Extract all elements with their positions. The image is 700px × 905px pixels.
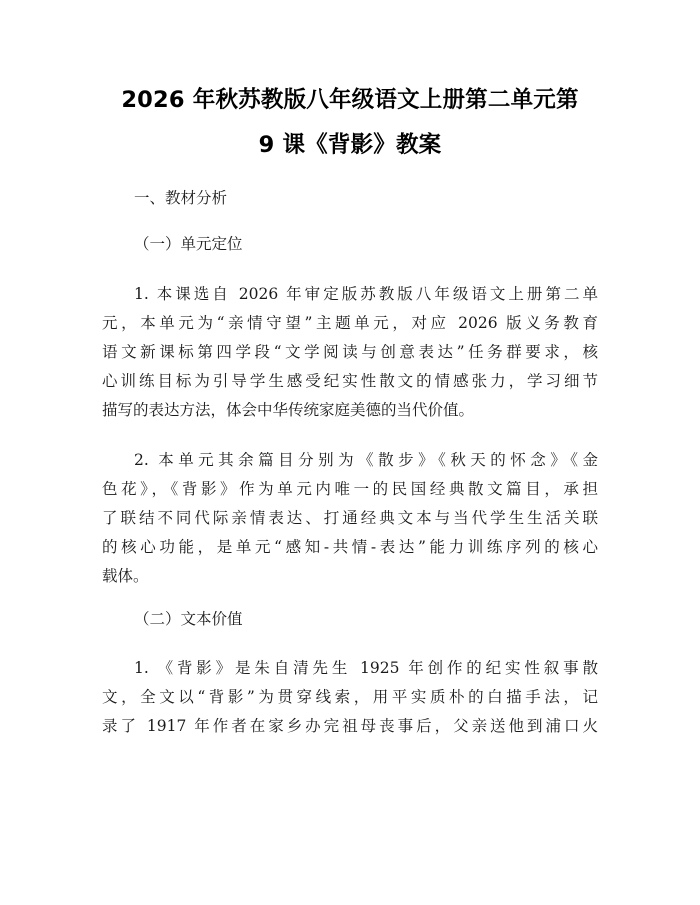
paragraph-line: 录了 1917 年作者在家乡办完祖母丧事后，父亲送他到浦口火 (102, 717, 598, 735)
paragraph-line: 描写的表达方法，体会中华传统家庭美德的当代价值。 (102, 401, 475, 419)
paragraph-line: 色花》，《背影》作为单元内唯一的民国经典散文篇目，承担 (102, 480, 598, 498)
paragraph-line: 语文新课标第四学段“文学阅读与创意表达”任务群要求，核 (102, 343, 598, 361)
paragraph-unit-articles (102, 446, 598, 591)
section-heading-textbook-analysis: 一、教材分析 (134, 189, 228, 207)
paragraph-line: 1. 《背影》是朱自清先生 1925 年创作的纪实性叙事散 (134, 659, 598, 677)
paragraph-unit-selection (102, 280, 598, 425)
paragraph-line: 载体。 (102, 567, 149, 585)
subsection-heading-unit-positioning: （一）单元定位 (134, 235, 243, 253)
document-title (102, 78, 598, 168)
paragraph-line: 文，全文以“背影”为贯穿线索，用平实质朴的白描手法，记 (102, 688, 598, 706)
paragraph-line: 2. 本单元其余篇目分别为《散步》《秋天的怀念》《金 (134, 451, 598, 469)
paragraph-line: 的核心功能，是单元“感知-共情-表达”能力训练序列的核心 (102, 538, 598, 556)
paragraph-line: 了联结不同代际亲情表达、打通经典文本与当代学生生活关联 (102, 509, 598, 527)
title-line-2: 9 课《背影》教案 (258, 132, 442, 158)
paragraph-line: 心训练目标为引导学生感受纪实性散文的情感张力，学习细节 (102, 372, 598, 390)
paragraph-text-value (102, 654, 598, 741)
subsection-heading-text-value: （二）文本价值 (134, 610, 243, 628)
title-line-1: 2026 年秋苏教版八年级语文上册第二单元第 (121, 87, 579, 113)
paragraph-line: 元，本单元为“亲情守望”主题单元，对应 2026 版义务教育 (102, 314, 598, 332)
paragraph-line: 1. 本课选自 2026 年审定版苏教版八年级语文上册第二单 (134, 285, 598, 303)
